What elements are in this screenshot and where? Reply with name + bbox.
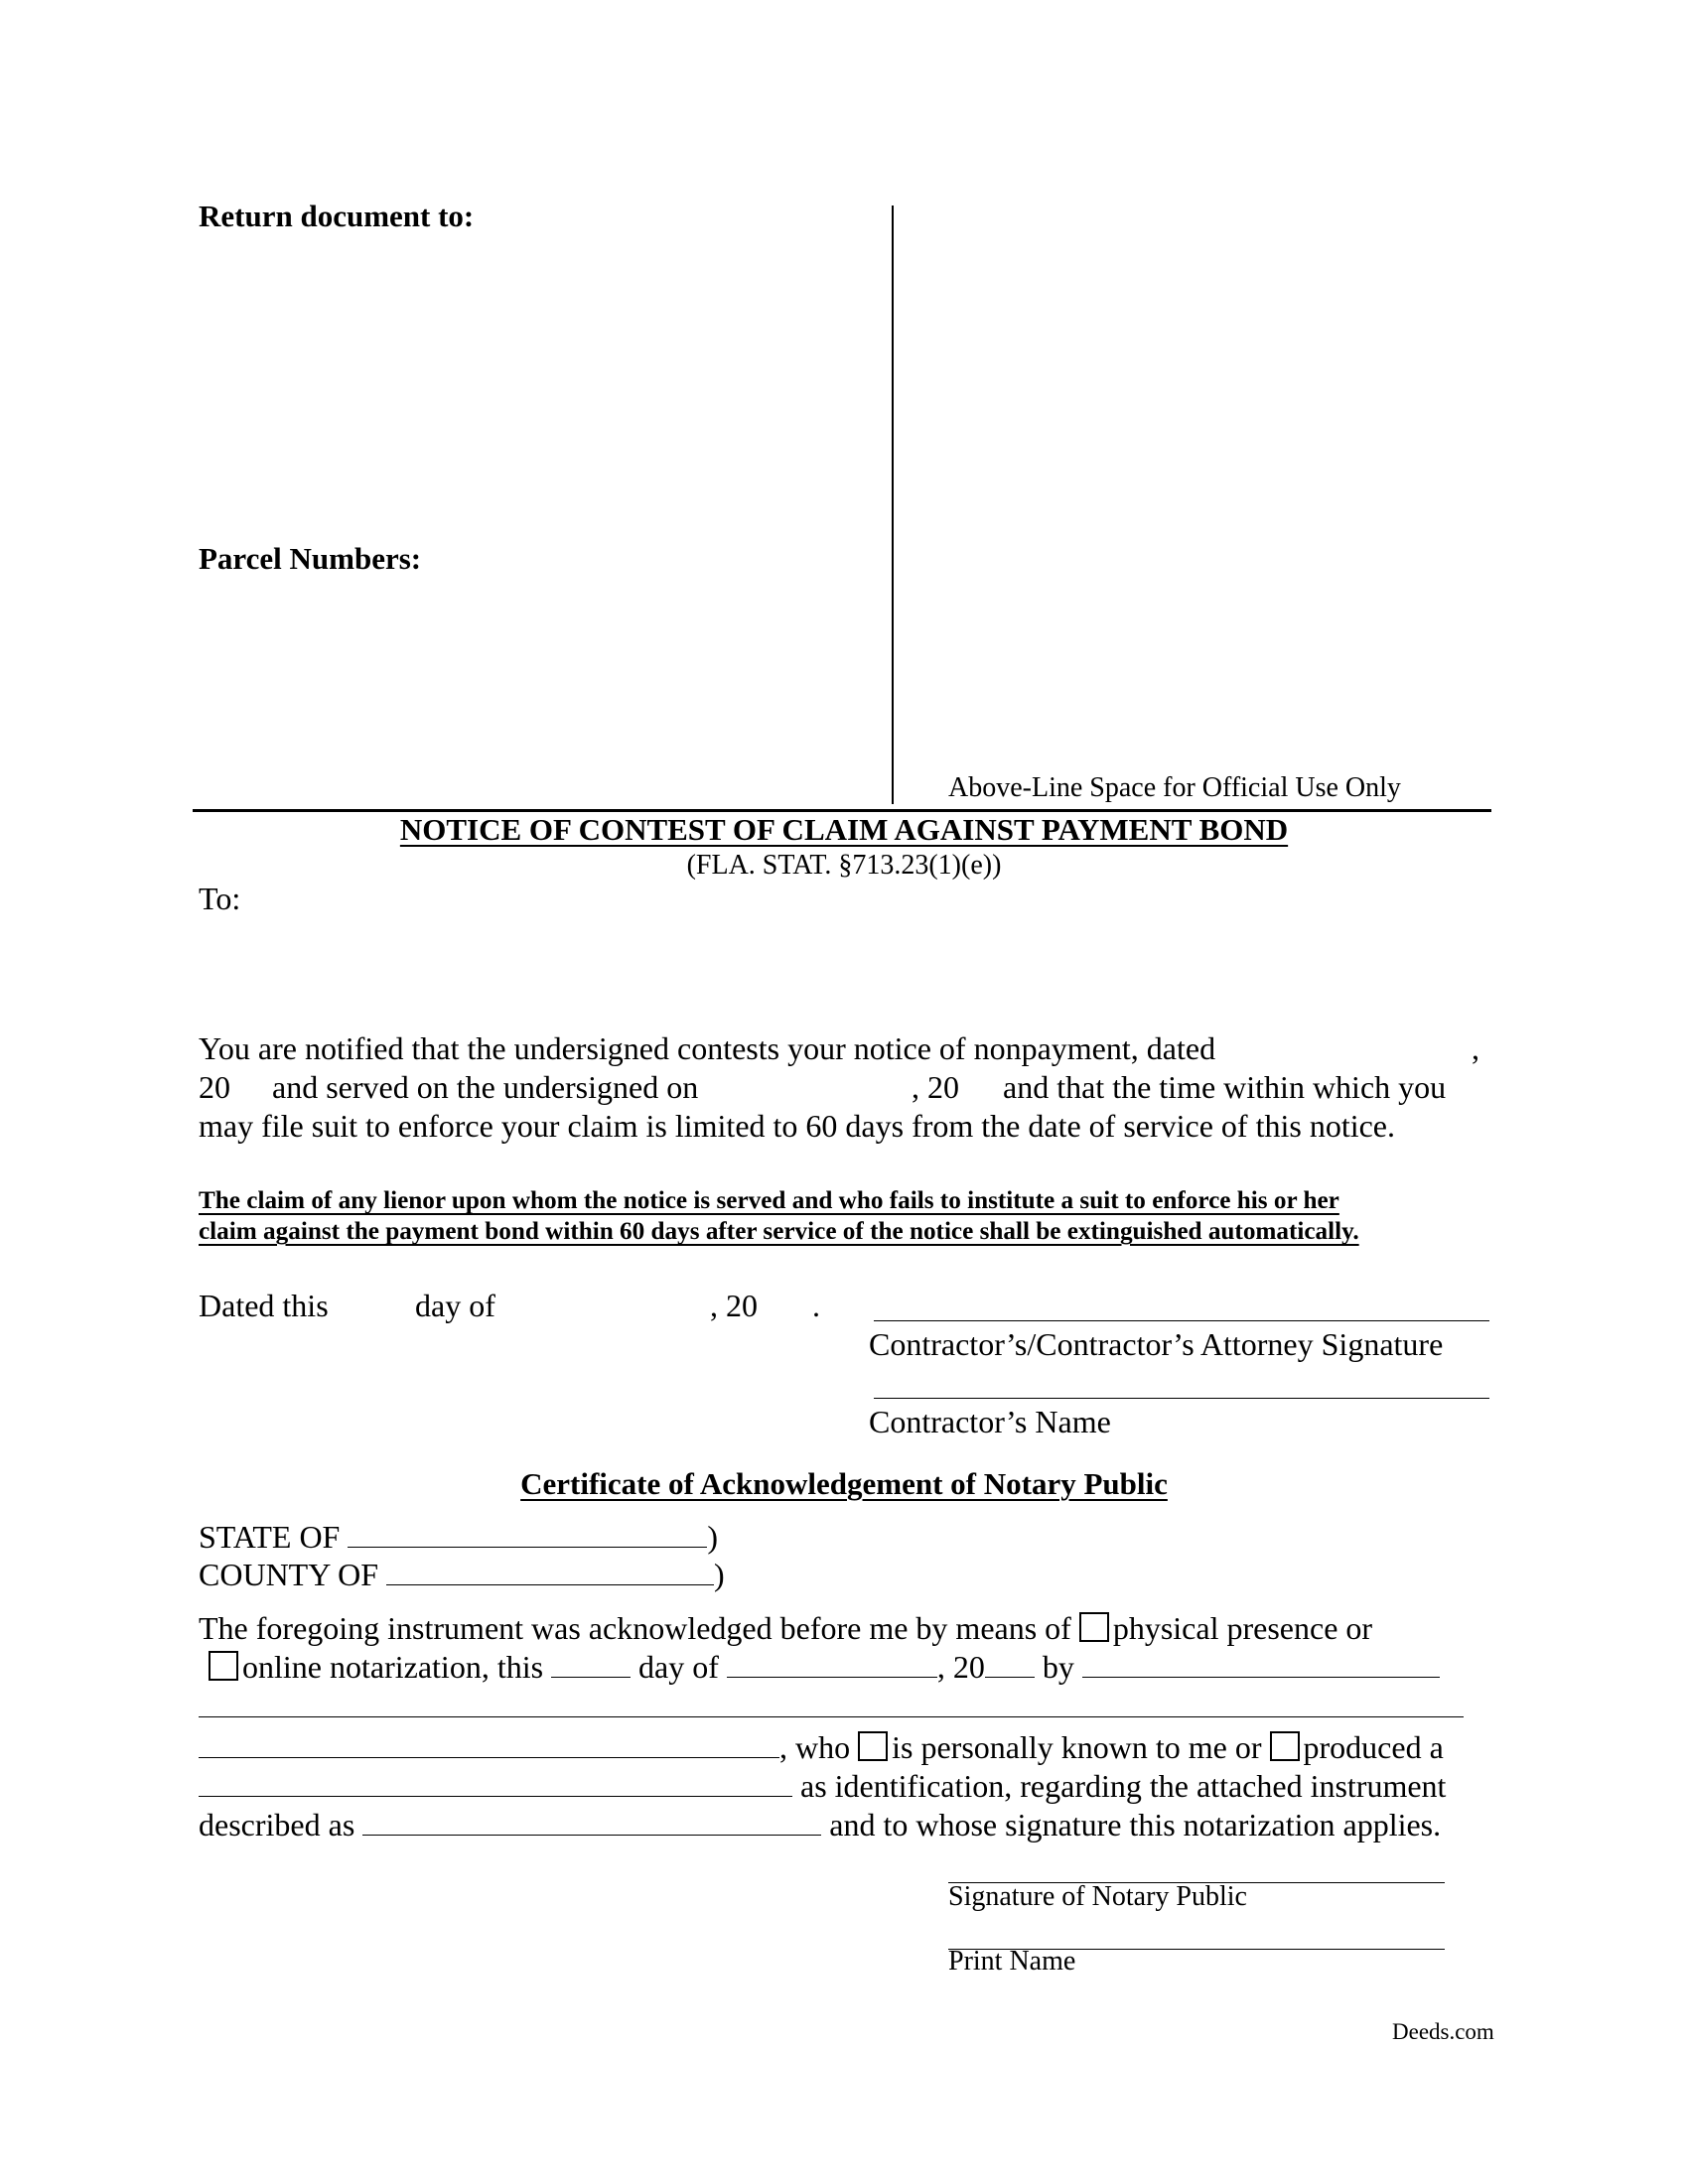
who-label: , who xyxy=(779,1729,851,1765)
certificate-title-text: Certificate of Acknowledgement of Notary Public xyxy=(520,1466,1168,1501)
warning-line-2: claim against the payment bond within 60 days after service of the notice shall be extinguished automatically. xyxy=(199,1218,1359,1245)
document-title xyxy=(0,812,1688,848)
foregoing-text: The foregoing instrument was acknowledged before me by means of xyxy=(199,1610,1071,1646)
return-document-label: Return document to: xyxy=(199,199,475,233)
notice-line-2-served: and served on the undersigned on xyxy=(272,1069,699,1105)
state-of-label: STATE OF xyxy=(199,1519,341,1555)
online-notarization-checkbox[interactable] xyxy=(209,1651,238,1681)
produced-id-checkbox[interactable] xyxy=(1270,1731,1300,1761)
signer-name-line[interactable] xyxy=(199,1716,1464,1717)
notary-signature-label: Signature of Notary Public xyxy=(948,1881,1247,1912)
recording-area-divider xyxy=(892,205,894,804)
physical-presence-checkbox[interactable] xyxy=(1079,1612,1109,1642)
described-as-line xyxy=(199,1805,1441,1844)
notary-print-name-label: Print Name xyxy=(948,1946,1076,1977)
county-of-blank[interactable] xyxy=(386,1583,714,1585)
state-of-row xyxy=(199,1517,718,1557)
notary-year-blank[interactable] xyxy=(985,1676,1035,1678)
county-of-row xyxy=(199,1555,725,1594)
who-blank[interactable] xyxy=(199,1756,779,1758)
footer-brand: Deeds.com xyxy=(1392,2019,1494,2044)
dated-this-label: Dated this xyxy=(199,1288,329,1323)
notary-by-label: by xyxy=(1042,1649,1074,1685)
identification-blank[interactable] xyxy=(199,1795,792,1797)
foregoing-line xyxy=(199,1608,1372,1648)
notice-line-2-rest: and that the time within which you xyxy=(1003,1069,1447,1105)
notary-day-blank[interactable] xyxy=(551,1676,631,1678)
parcel-numbers-label: Parcel Numbers: xyxy=(199,541,422,576)
county-of-paren: ) xyxy=(714,1557,725,1592)
official-use-label: Above-Line Space for Official Use Only xyxy=(948,772,1401,803)
county-of-label: COUNTY OF xyxy=(199,1557,379,1592)
contractor-signature-label: Contractor’s/Contractor’s Attorney Signature xyxy=(869,1326,1444,1362)
dated-year-label: , 20 xyxy=(710,1288,758,1323)
notice-line-1: You are notified that the undersigned contests your notice of nonpayment, dated xyxy=(199,1030,1216,1066)
state-of-blank[interactable] xyxy=(348,1546,707,1548)
notice-line-2-year: 20 xyxy=(199,1069,230,1105)
described-as-label: described as xyxy=(199,1807,355,1843)
document-title-text: NOTICE OF CONTEST OF CLAIM AGAINST PAYMENT BOND xyxy=(399,812,1289,847)
produced-id-label: produced a xyxy=(1303,1729,1444,1765)
personally-known-checkbox[interactable] xyxy=(858,1731,888,1761)
notarization-applies-label: and to whose signature this notarization applies. xyxy=(829,1807,1442,1843)
described-as-blank[interactable] xyxy=(362,1834,821,1836)
warning-block xyxy=(199,1185,1359,1247)
statute-reference: (FLA. STAT. §713.23(1)(e)) xyxy=(686,850,1002,881)
contractor-name-line[interactable] xyxy=(874,1398,1489,1399)
identification-label: as identification, regarding the attached instrument xyxy=(800,1768,1447,1804)
notice-line-1-comma: , xyxy=(1472,1030,1479,1066)
state-of-paren: ) xyxy=(707,1519,718,1555)
notary-by-blank[interactable] xyxy=(1082,1676,1440,1678)
contractor-name-label: Contractor’s Name xyxy=(869,1404,1111,1439)
contractor-signature-line[interactable] xyxy=(874,1320,1489,1321)
dated-period: . xyxy=(812,1288,820,1323)
notary-day-of-label: day of xyxy=(638,1649,719,1685)
certificate-title xyxy=(0,1466,1688,1502)
identification-line xyxy=(199,1766,1446,1806)
notary-month-blank[interactable] xyxy=(727,1676,937,1678)
warning-line-1: The claim of any lienor upon whom the notice is served and who fails to institute a suit to enforce his or her xyxy=(199,1187,1339,1214)
who-line xyxy=(199,1727,1444,1767)
personally-known-label: is personally known to me or xyxy=(892,1729,1262,1765)
online-line xyxy=(209,1647,1440,1687)
to-label: To: xyxy=(199,881,241,916)
notary-year-label: , 20 xyxy=(936,1649,985,1685)
online-notarization-label: online notarization, this xyxy=(242,1649,544,1685)
notice-line-3: may file suit to enforce your claim is limited to 60 days from the date of service of this notice. xyxy=(199,1108,1395,1144)
dated-day-of-label: day of xyxy=(415,1288,495,1323)
notice-line-2-year2: , 20 xyxy=(912,1069,959,1105)
physical-presence-label: physical presence or xyxy=(1112,1610,1373,1646)
